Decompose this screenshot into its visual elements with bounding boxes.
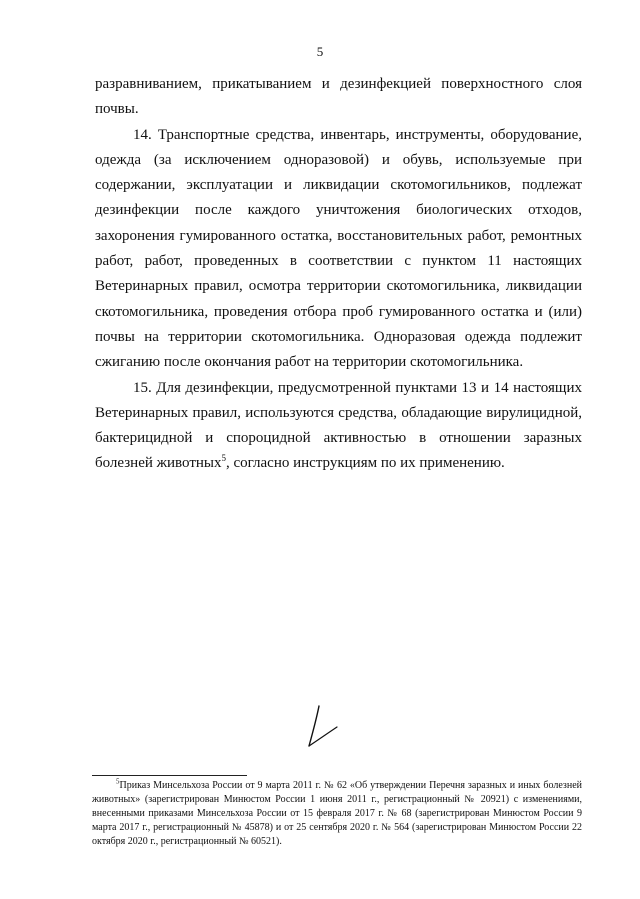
- footnote-reference: 5: [221, 453, 226, 464]
- page-number: 5: [316, 44, 324, 59]
- footnote-marker: 5: [116, 777, 120, 786]
- signature-mark: [300, 700, 350, 752]
- footnote-separator: [92, 775, 247, 776]
- paragraph-continuation: разравниванием, прикатыванием и дезинфекцией поверхностного слоя почвы.: [95, 76, 582, 118]
- footnote-text: Приказ Минсельхоза России от 9 марта 2011 г. № 62 «Об утверждении Перечня заразных и иных болезней животных» (зарегистрирован Минюстом России 1 июня 2011 г., регистрационный № 20921) с изменениями, внесенными приказами Минсельхоза России от 15 февраля 2017 г. № 68 (зарегистрирован Минюстом России 9 марта 2017 г., регистрационный № 45878) и от 25 сентября 2020 г. № 564 (зарегистрирован Минюстом России 22 октября 2020 г., регистрационный № 60521).: [92, 780, 582, 847]
- footnote: [92, 779, 582, 849]
- paragraph-15-tail: , согласно инструкциям по их применению.: [225, 455, 505, 472]
- paragraph-15-text: 15. Для дезинфекции, предусмотренной пунктами 13 и 14 настоящих Ветеринарных правил, используются средства, обладающие вирулицидной, бактерицидной и спороцидной активностью в отношении заразных болезней животных: [95, 379, 582, 472]
- body-text: [95, 72, 582, 477]
- paragraph-15: [95, 376, 582, 477]
- paragraph-14: 14. Транспортные средства, инвентарь, инструменты, оборудование, одежда (за исключением одноразовой) и обувь, используемые при содержании, эксплуатации и ликвидации скотомогильников, подлежат дезинфекции после каждого уничтожения биологических отходов, захоронения гумированного остатка, восстановительных работ, ремонтных работ, работ, проведенных в соответствии с пунктом 11 настоящих Ветеринарных правил, осмотра территории скотомогильника, ликвидации скотомогильника, проведения отбора проб гумированного остатка и (или) почвы на территории скотомогильника. Одноразовая одежда подлежит сжиганию после окончания работ на территории скотомогильника.: [95, 126, 582, 371]
